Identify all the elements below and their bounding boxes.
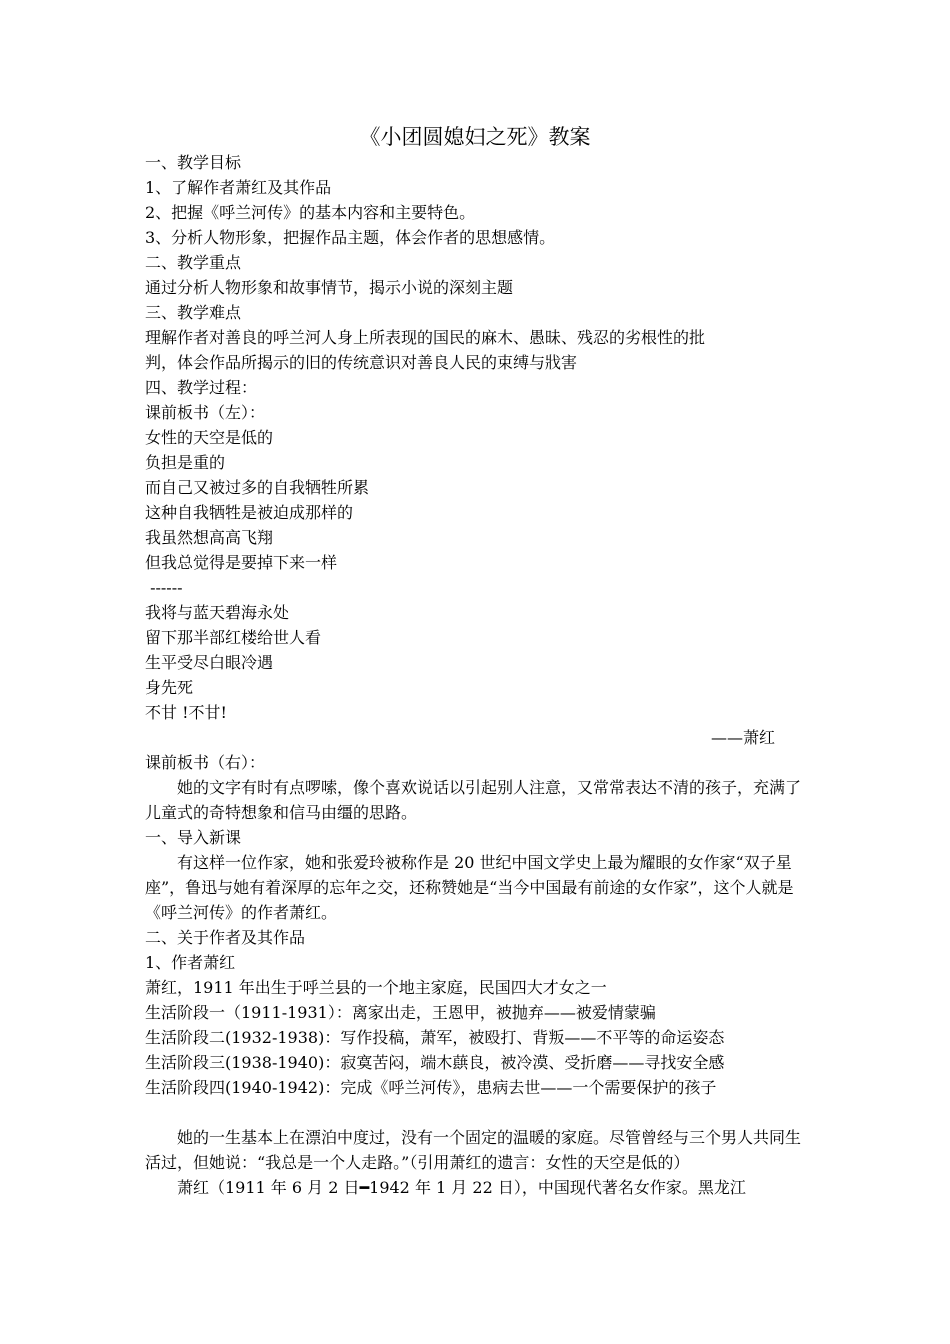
section-heading-author: 二、关于作者及其作品 bbox=[145, 928, 306, 947]
poem-line: 不甘 !不甘! bbox=[145, 703, 227, 722]
poem-line: 留下那半部红楼给世人看 bbox=[145, 628, 322, 647]
paragraph: 她的一生基本上在漂泊中度过，没有一个固定的温暖的家庭。尽管曾经与三个男人共同生活过，但她说：“我总是一个人走路。”（引用萧红的遗言：女性的天空是低的） bbox=[145, 1128, 802, 1172]
poem-line: 我虽然想高高飞翔 bbox=[145, 528, 274, 547]
text-line: 1、了解作者萧红及其作品 bbox=[145, 178, 332, 197]
text-line: 2、把握《呼兰河传》的基本内容和主要特色。 bbox=[145, 203, 476, 222]
paragraph: 有这样一位作家，她和张爱玲被称作是 20 世纪中国文学史上最为耀眼的女作家“双子星座”，鲁迅与她有着深厚的忘年之交，还称赞她是“当今中国最有前途的女作家”，这个人就是《呼兰河传》的作者萧红。 bbox=[145, 853, 794, 922]
poem-line: 女性的天空是低的 bbox=[145, 428, 274, 447]
text-line: 通过分析人物形象和故事情节，揭示小说的深刻主题 bbox=[145, 278, 514, 297]
poem-separator: ------ bbox=[145, 578, 183, 597]
poem-line: 我将与蓝天碧海永处 bbox=[145, 603, 290, 622]
life-stage-line: 生活阶段三(1938-1940)：寂寞苦闷，端木蕻良，被冷漠、受折磨——寻找安全感 bbox=[145, 1053, 725, 1072]
blank-line bbox=[145, 1100, 805, 1125]
poem-line: 但我总觉得是要掉下来一样 bbox=[145, 553, 338, 572]
poem-line: 这种自我牺牲是被迫成那样的 bbox=[145, 503, 354, 522]
section-heading-objectives: 一、教学目标 bbox=[145, 153, 242, 172]
life-stage-line: 生活阶段一（1911-1931）：离家出走，王恩甲，被抛弃——被爱情蒙骗 bbox=[145, 1003, 656, 1022]
section-heading-key-points: 二、教学重点 bbox=[145, 253, 242, 272]
poem-line: 身先死 bbox=[145, 678, 194, 697]
life-stage-line: 生活阶段四(1940-1942)：完成《呼兰河传》，患病去世——一个需要保护的孩子 bbox=[145, 1078, 717, 1097]
text-line: 课前板书（左）： bbox=[145, 403, 266, 422]
document-body bbox=[145, 150, 805, 1200]
section-heading-intro: 一、导入新课 bbox=[145, 828, 242, 847]
text-line: 1、作者萧红 bbox=[145, 953, 236, 972]
section-heading-difficulties: 三、教学难点 bbox=[145, 303, 242, 322]
text-line: 理解作者对善良的呼兰河人身上所表现的国民的麻木、愚昧、残忍的劣根性的批 bbox=[145, 328, 706, 347]
paragraph: 她的文字有时有点啰嗦，像个喜欢说话以引起别人注意，又常常表达不清的孩子，充满了儿童式的奇特想象和信马由缰的思路。 bbox=[145, 778, 802, 822]
poem-line: 生平受尽白眼冷遇 bbox=[145, 653, 274, 672]
poem-attribution: ——萧红 bbox=[710, 728, 775, 747]
life-stage-line: 生活阶段二(1932-1938)：写作投稿，萧军，被殴打、背叛——不平等的命运姿态 bbox=[145, 1028, 725, 1047]
text-line: 3、分析人物形象，把握作品主题，体会作者的思想感情。 bbox=[145, 228, 556, 247]
text-line: 判，体会作品所揭示的旧的传统意识对善良人民的束缚与戕害 bbox=[145, 353, 578, 372]
poem-line: 而自己又被过多的自我牺牲所累 bbox=[145, 478, 370, 497]
poem-line: 负担是重的 bbox=[145, 453, 226, 472]
text-line: 萧红，1911 年出生于呼兰县的一个地主家庭，民国四大才女之一 bbox=[145, 978, 607, 997]
document-title: 《小团圆媳妇之死》教案 bbox=[359, 125, 591, 149]
section-heading-process: 四、教学过程： bbox=[145, 378, 258, 397]
paragraph: 萧红（1911 年 6 月 2 日━1942 年 1 月 22 日），中国现代著名女作家。黑龙江 bbox=[177, 1178, 746, 1197]
text-line: 课前板书（右）： bbox=[145, 753, 266, 772]
